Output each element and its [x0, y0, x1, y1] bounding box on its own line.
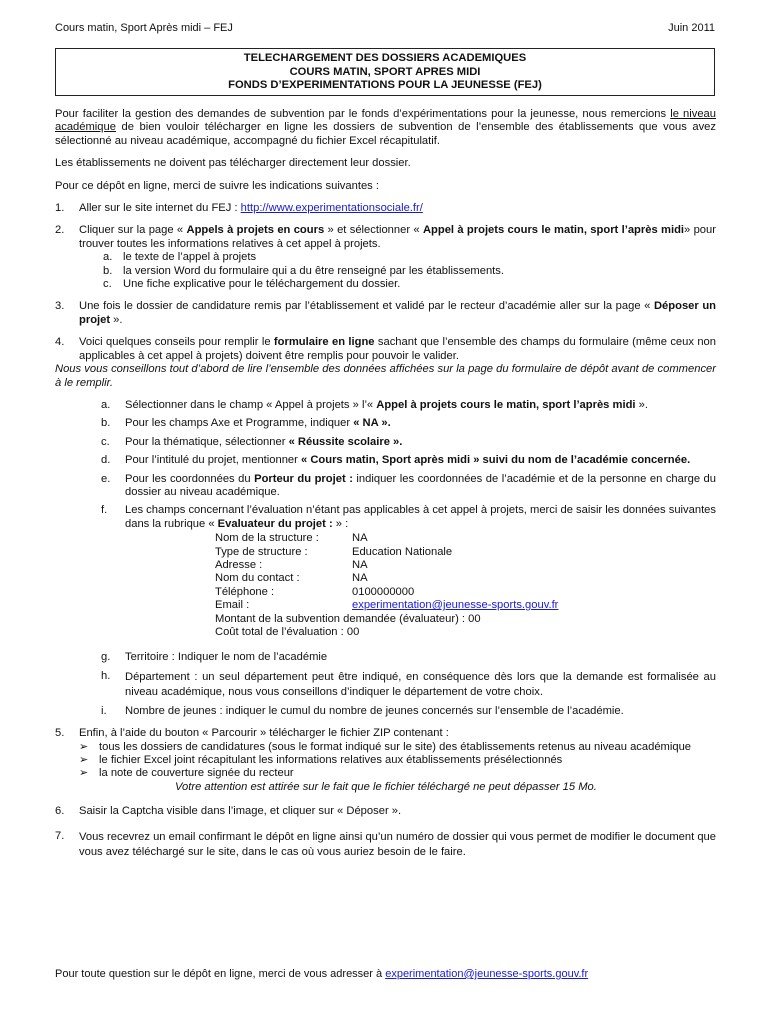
- evaluator-email-link[interactable]: experimentation@jeunesse-sports.gouv.fr: [352, 599, 559, 612]
- evaluator-fields: [55, 532, 716, 639]
- intro-paragraph: Pour faciliter la gestion des demandes de subvention par le fonds d’expérimentations pour la jeunesse, nous remercions le niveau académique de bien vouloir télécharger en ligne les dossiers de subvention de l’ensemble des établissements que vous avez sélectionné au niveau académique, accompagné du fichier Excel récapitulatif.: [55, 108, 716, 147]
- header-date: Juin 2011: [668, 22, 715, 34]
- intro-instructions: Pour ce dépôt en ligne, merci de suivre les indications suivantes :: [55, 179, 379, 192]
- title-line-3: FONDS D’EXPERIMENTATIONS POUR LA JEUNESSE (FEJ): [228, 79, 542, 92]
- eval-row: Type de structure : Education Nationale: [215, 545, 453, 558]
- eval-row: Adresse : NA: [215, 558, 368, 571]
- step-5-bullet: ➢ la note de couverture signée du recteur: [79, 767, 294, 780]
- fej-website-link[interactable]: http://www.experimentationsociale.fr/: [240, 202, 423, 215]
- step-4-item-b: b. Pour les champs Axe et Programme, indiquer « NA ».: [101, 417, 391, 430]
- step-4-item-e: e. Pour les coordonnées du Porteur du projet : indiquer les coordonnées de l’académie et de la personne en charge du dossier au niveau académique.: [101, 472, 717, 498]
- contact-email-link[interactable]: experimentation@jeunesse-sports.gouv.fr: [385, 968, 589, 980]
- eval-cout: Coût total de l’évaluation : 00: [215, 626, 360, 638]
- step-4: 4. Voici quelques conseils pour remplir le formulaire en ligne sachant que l’ensemble des champs du formulaire (même ceux non applicables à cet appel à projets) doivent être remplis pour pouvoir le valider.: [55, 336, 716, 362]
- step-5-bullet: ➢ le fichier Excel joint récapitulant les informations relatives aux établissements présélectionnés: [79, 754, 563, 767]
- step-4-item-f: f. Les champs concernant l’évaluation n’étant pas applicables à cet appel à projets, merci de saisir les données suivantes dans la rubrique « Evaluateur du projet : » :: [101, 504, 716, 530]
- document-body: [55, 108, 716, 869]
- intro-note: Les établissements ne doivent pas télécharger directement leur dossier.: [55, 157, 411, 170]
- step-6: 6. Saisir la Captcha visible dans l’image, et cliquer sur « Déposer ».: [55, 805, 402, 818]
- eval-row: Nom du contact : NA: [215, 572, 368, 585]
- eval-row: Email : experimentation@jeunesse-sports.gouv.fr: [215, 599, 559, 612]
- step-4-item-g: g. Territoire : Indiquer le nom de l’académie: [101, 651, 328, 664]
- step-4-item-c: c. Pour la thématique, sélectionner « Réussite scolaire ».: [101, 435, 403, 448]
- step-2-item-b: b. la version Word du formulaire qui a du être renseigné par les établissements.: [103, 264, 504, 277]
- step-3: 3. Une fois le dossier de candidature remis par l’établissement et validé par le recteur d’académie aller sur la page « Déposer un projet ».: [55, 300, 716, 326]
- page-footer: Pour toute question sur le dépôt en ligne, merci de vous adresser à experimentation@jeunesse-sports.gouv.fr: [55, 968, 589, 980]
- step-5: 5. Enfin, à l’aide du bouton « Parcourir » télécharger le fichier ZIP contenant :: [55, 727, 449, 740]
- page-header: [55, 22, 715, 35]
- title-line-2: COURS MATIN, SPORT APRES MIDI: [289, 65, 481, 78]
- eval-row: Nom de la structure : NA: [215, 532, 368, 545]
- step-1: 1. Aller sur le site internet du FEJ : http://www.experimentationsociale.fr/: [55, 202, 423, 215]
- step-2-item-c: c. Une fiche explicative pour le téléchargement du dossier.: [103, 278, 401, 291]
- step-2: 2. Cliquer sur la page « Appels à projets en cours » et sélectionner « Appel à projets cours le matin, sport l’après midi» pour trouver toutes les informations relatives à cet appel à projets. a. le texte de l’appel à projets b. la version Word du formulaire qui a du être renseigné par les établissements. c. Une fiche explicative pour le téléchargement du dossier.: [55, 224, 716, 291]
- eval-row: Téléphone : 0100000000: [215, 585, 415, 598]
- file-size-warning: Votre attention est attirée sur le fait que le fichier téléchargé ne peut dépasser 15 Mo.: [175, 780, 597, 793]
- step-4-item-d: d. Pour l’intitulé du projet, mentionner « Cours matin, Sport après midi » suivi du nom de l’académie concernée.: [101, 454, 691, 467]
- step-2-item-a: a. le texte de l’appel à projets: [103, 251, 257, 264]
- step-7: 7. Vous recevrez un email confirmant le dépôt en ligne ainsi qu’un numéro de dossier qui vous permet de modifier le document que vous avez téléchargé sur le site, dans le cas où vous auriez besoin de le faire.: [55, 829, 716, 858]
- title-box: [55, 48, 715, 96]
- step-5-bullet: ➢ tous les dossiers de candidatures (sous le format indiqué sur le site) des établissements retenus au niveau académique: [79, 740, 692, 753]
- step-4-italic-note: Nous vous conseillons tout d’abord de lire l’ensemble des données affichées sur la page du formulaire de dépôt avant de commencer à le remplir.: [55, 363, 716, 389]
- eval-montant: Montant de la subvention demandée (évaluateur) : 00: [215, 612, 481, 625]
- title-line-1: TELECHARGEMENT DES DOSSIERS ACADEMIQUES: [243, 52, 527, 64]
- header-left: Cours matin, Sport Après midi – FEJ: [55, 22, 233, 34]
- step-4-item-h: h. Département : un seul département peut être indiqué, en conséquence dès lors que la demande est formalisée au niveau académique, nous vous conseillons d’indiquer le département de votre choix.: [101, 669, 716, 698]
- step-4-item-i: i. Nombre de jeunes : indiquer le cumul du nombre de jeunes concernés sur l’ensemble de l’académie.: [101, 704, 624, 717]
- step-4-item-a: a. Sélectionner dans le champ « Appel à projets » l’« Appel à projets cours le matin, sport l’après midi ».: [101, 398, 648, 411]
